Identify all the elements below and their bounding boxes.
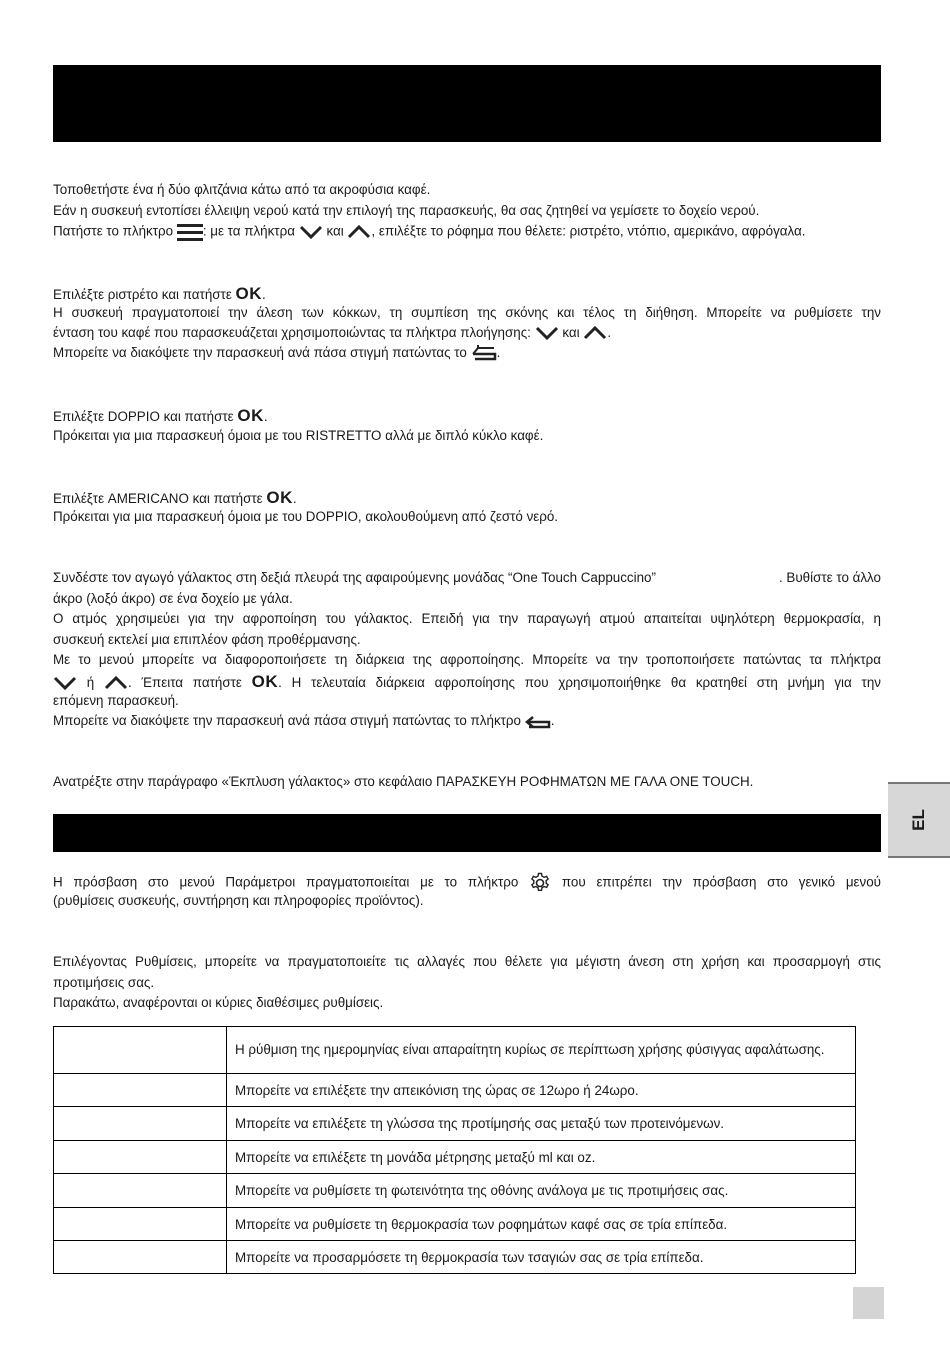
table-cell-value: Μπορείτε να επιλέξετε τη γλώσσα της προτίμησής σας μεταξύ των προτεινόμενων. [227, 1107, 856, 1141]
text-line: Επιλέγοντας Ρυθμίσεις, μπορείτε να πραγματοποιείτε τις αλλαγές που θέλετε για μέγιστη άνεση στη χρήση και προσαρμογή στις [53, 954, 881, 969]
table-cell-key [54, 1241, 227, 1274]
text-line: ένταση του καφέ που παρασκευάζεται χρησιμοποιώντας τα πλήκτρα πλοήγησης: και . [53, 325, 612, 340]
section-bar [53, 814, 881, 852]
table-cell-value: Μπορείτε να ρυθμίσετε τη φωτεινότητα της οθόνης ανάλογα με τις προτιμήσεις σας. [227, 1174, 856, 1208]
text-line: Παρακάτω, αναφέρονται οι κύριες διαθέσιμες ρυθμίσεις. [53, 995, 384, 1010]
text-segment: και [326, 223, 344, 239]
table-row [54, 1107, 856, 1141]
table-cell-value: Η ρύθμιση της ημερομηνίας είναι απαραίτητη κυρίως σε περίπτωση χρήσης φύσιγγας αφαλάτωσης. [227, 1027, 856, 1074]
table-cell-key [54, 1174, 227, 1208]
ok-icon: OK [251, 672, 279, 691]
text-line: Εάν η συσκευή εντοπίσει έλλειψη νερού κατά την επιλογή της παρασκευής, θα σας ζητηθεί να γεμίσετε το δοχείο νερού. [53, 203, 760, 218]
text-segment: ή [86, 675, 95, 690]
text-line [53, 223, 805, 241]
text-segment: Συνδέστε τον αγωγό γάλακτος στη δεξιά πλευρά της αφαιρούμενης μονάδας “One Touch Cappuccino” [53, 570, 656, 585]
text-segment: Επιλέξτε ριστρέτο και πατήστε [53, 287, 232, 302]
text-line: Πρόκειται για μια παρασκευή όμοια με του DOPPIO, ακολουθούμενη από ζεστό νερό. [53, 509, 559, 524]
chevron-up-icon [347, 224, 371, 240]
text-line: Ανατρέξτε στην παράγραφο «Έκπλυση γάλακτος» στο κεφάλαιο ΠΑΡΑΣΚΕΥΗ ΡΟΦΗΜΑΤΩΝ ΜΕ ΓΑΛΑ ONE TOUCH. [53, 774, 754, 789]
text-segment: Επιλέξτε AMERICANO και πατήστε [53, 491, 263, 506]
table-row [54, 1241, 856, 1274]
text-segment: που επιτρέπει την πρόσβαση στο γενικό μενού [561, 874, 881, 890]
chevron-down-icon [299, 224, 323, 240]
text-line: Επιλέξτε AMERICANO και πατήστε OK. [53, 488, 297, 507]
text-line: Τοποθετήστε ένα ή δύο φλιτζάνια κάτω από τα ακροφύσια καφέ. [53, 182, 431, 197]
text-line: Η συσκευή πραγματοποιεί την άλεση των κόκκων, τη συμπίεση της σκόνης και τέλος τη διήθηση. Μπορείτε να ρυθμίσετε την [53, 305, 881, 320]
text-segment: . Η τελευταία διάρκεια αφροποίησης που χρησιμοποιήθηκε θα κρατηθεί στη μνήμη για την [278, 675, 881, 690]
table-cell-value: Μπορείτε να ρυθμίσετε τη θερμοκρασία των ροφημάτων καφέ σας σε τρία επίπεδα. [227, 1208, 856, 1241]
text-segment: Πατήστε το πλήκτρο [53, 223, 174, 239]
text-segment: , επιλέξτε το ρόφημα που θέλετε: ριστρέτο, ντόπιο, αμερικάνο, αφρόγαλα. [371, 223, 806, 239]
page-number-box [853, 1287, 884, 1319]
gear-icon [529, 872, 551, 894]
table-cell-value: Μπορείτε να επιλέξετε τη μονάδα μέτρησης μεταξύ ml και oz. [227, 1141, 856, 1174]
text-segment: : με τα πλήκτρα [202, 223, 295, 239]
text-segment: ένταση του καφέ που παρασκευάζεται χρησιμοποιώντας τα πλήκτρα πλοήγησης: [53, 325, 531, 340]
text-segment: Επιλέξτε DOPPIO και πατήστε [53, 409, 234, 424]
text-segment: και [562, 325, 580, 340]
table-cell-key [54, 1027, 227, 1074]
text-line: Πρόκειται για μια παρασκευή όμοια με του RISTRETTO αλλά με διπλό κύκλο καφέ. [53, 428, 544, 443]
text-line: Με το μενού μπορείτε να διαφοροποιήσετε τη διάρκεια της αφροποίησης. Μπορείτε να την τροποποιήσετε πατώντας τα πλήκτρα [53, 652, 881, 667]
ok-icon: OK [237, 406, 264, 425]
text-line: επόμενη παρασκευή. [53, 693, 179, 708]
text-line: Μπορείτε να διακόψετε την παρασκευή ανά πάσα στιγμή πατώντας το . [53, 345, 501, 360]
language-label: EL [908, 809, 928, 831]
table-row [54, 1027, 856, 1074]
text-segment: Η πρόσβαση στο μενού Παράμετροι πραγματοποιείται με το πλήκτρο [53, 874, 519, 890]
text-segment: Μπορείτε να διακόψετε την παρασκευή ανά πάσα στιγμή πατώντας το [53, 345, 467, 360]
text-line: άκρο (λοξό άκρο) σε ένα δοχείο με γάλα. [53, 591, 293, 606]
text-line: συσκευή εκτελεί μια επιπλέον φάση προθέρμανσης. [53, 632, 361, 647]
text-line [53, 672, 881, 692]
language-tab [888, 782, 950, 858]
text-line: Επιλέξτε ριστρέτο και πατήστε OK. [53, 284, 266, 303]
text-line [53, 570, 881, 585]
ok-icon: OK [266, 488, 293, 507]
back-arrow-icon [525, 713, 551, 729]
table-row [54, 1141, 856, 1174]
text-line [53, 872, 881, 894]
menu-icon [177, 223, 203, 241]
chevron-down-icon [53, 675, 77, 691]
back-arrow-icon [471, 345, 497, 361]
table-row [54, 1174, 856, 1208]
table-cell-value: Μπορείτε να προσαρμόσετε τη θερμοκρασία των τσαγιών σας σε τρία επίπεδα. [227, 1241, 856, 1274]
table-cell-value: Μπορείτε να επιλέξετε την απεικόνιση της ώρας σε 12ωρο ή 24ωρο. [227, 1074, 856, 1107]
table-row [54, 1074, 856, 1107]
text-segment: . Βυθίστε το άλλο [778, 570, 881, 585]
chevron-up-icon [104, 675, 128, 691]
table-cell-key [54, 1074, 227, 1107]
table-cell-key [54, 1208, 227, 1241]
settings-table [53, 1026, 856, 1274]
text-line: προτιμήσεις σας. [53, 975, 155, 990]
text-line: Μπορείτε να διακόψετε την παρασκευή ανά πάσα στιγμή πατώντας το πλήκτρο . [53, 713, 555, 728]
text-segment: Μπορείτε να διακόψετε την παρασκευή ανά πάσα στιγμή πατώντας το πλήκτρο [53, 713, 521, 728]
table-cell-key [54, 1141, 227, 1174]
text-line: Επιλέξτε DOPPIO και πατήστε OK. [53, 406, 268, 425]
table-cell-key [54, 1107, 227, 1141]
text-segment: . Έπειτα πατήστε [128, 675, 242, 690]
chevron-down-icon [535, 325, 559, 341]
text-line: (ρυθμίσεις συσκευής, συντήρηση και πληροφορίες προϊόντος). [53, 893, 424, 908]
header-bar [53, 65, 881, 142]
text-line: Ο ατμός χρησιμεύει για την αφροποίηση του γάλακτος. Επειδή για την παραγωγή ατμού απαιτείται υψηλότερη θερμοκρασία, η [53, 611, 881, 626]
ok-icon: OK [235, 284, 263, 303]
chevron-up-icon [583, 325, 607, 341]
table-row [54, 1208, 856, 1241]
